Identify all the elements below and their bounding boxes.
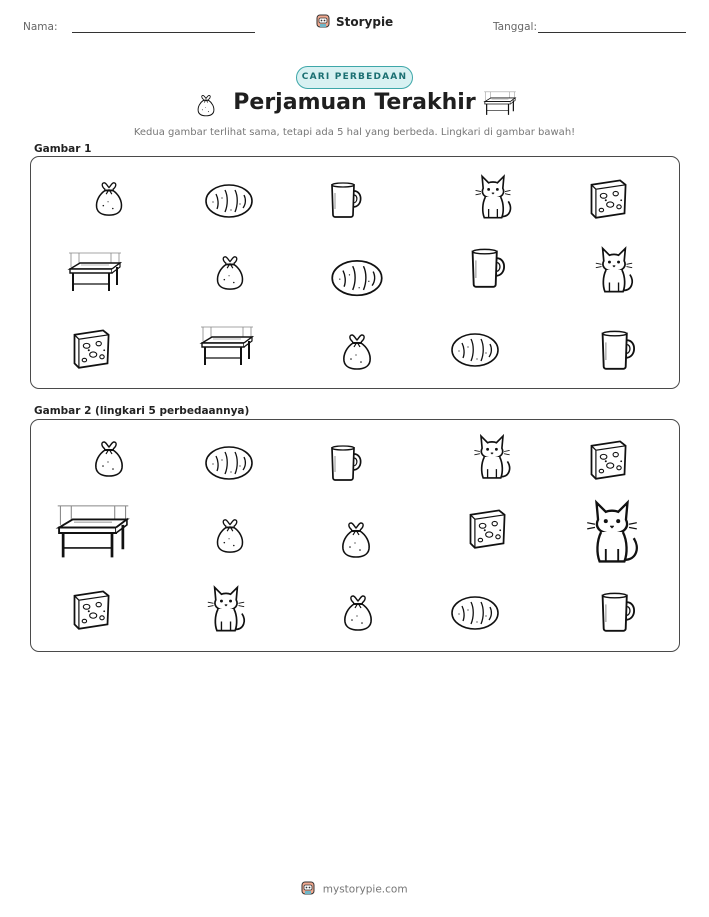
cat-icon <box>470 173 516 221</box>
money-bag-icon[interactable] <box>89 436 129 480</box>
cat-icon <box>591 245 637 295</box>
mug-icon <box>596 327 640 371</box>
table-icon <box>199 321 255 373</box>
storypie-logo-icon <box>301 880 315 899</box>
footer <box>0 880 709 899</box>
sponge-icon[interactable] <box>69 586 113 632</box>
table-icon[interactable] <box>55 498 131 568</box>
cat-icon[interactable] <box>470 432 514 482</box>
picture-2-label: Gambar 2 (lingkari 5 perbedaannya) <box>34 405 250 417</box>
activity-badge: CARI PERBEDAAN <box>296 66 413 89</box>
table-icon <box>483 90 517 122</box>
picture-1-panel <box>30 156 680 389</box>
bread-icon <box>329 255 385 299</box>
date-line[interactable] <box>538 32 686 33</box>
footer-url: mystorypie.com <box>322 883 408 896</box>
brand-name: Storypie <box>335 15 394 29</box>
cat-icon[interactable] <box>581 496 643 568</box>
name-label: Nama: <box>23 21 58 33</box>
bread-icon[interactable] <box>449 592 501 632</box>
picture-1-label: Gambar 1 <box>34 143 92 155</box>
date-label: Tanggal: <box>493 21 537 33</box>
sponge-icon <box>69 325 113 371</box>
money-bag-icon[interactable] <box>336 516 376 562</box>
sponge-icon <box>586 175 630 221</box>
mug-icon[interactable] <box>596 588 640 634</box>
mug-icon <box>466 245 510 289</box>
cat-icon[interactable] <box>203 584 249 634</box>
name-line[interactable] <box>72 32 255 33</box>
money-bag-icon <box>337 329 377 373</box>
brand <box>0 13 709 32</box>
mug-icon[interactable] <box>326 440 366 484</box>
bread-icon <box>203 179 255 221</box>
money-bag-icon[interactable] <box>338 590 378 634</box>
sponge-icon[interactable] <box>586 436 630 482</box>
bread-icon <box>449 329 501 369</box>
picture-2-panel[interactable] <box>30 419 680 652</box>
mug-icon <box>326 177 366 221</box>
bread-icon[interactable] <box>203 442 255 482</box>
sponge-icon[interactable] <box>465 504 509 552</box>
money-bag-icon <box>211 249 249 295</box>
money-bag-icon <box>90 175 128 221</box>
money-bag-icon[interactable] <box>211 512 249 558</box>
instructions: Kedua gambar terlihat sama, tetapi ada 5 hal yang berbeda. Lingkari di gambar bawah! <box>133 127 576 138</box>
storypie-logo-icon <box>316 13 330 32</box>
page-title: Perjamuan Terakhir <box>233 90 476 115</box>
table-icon <box>67 249 123 297</box>
